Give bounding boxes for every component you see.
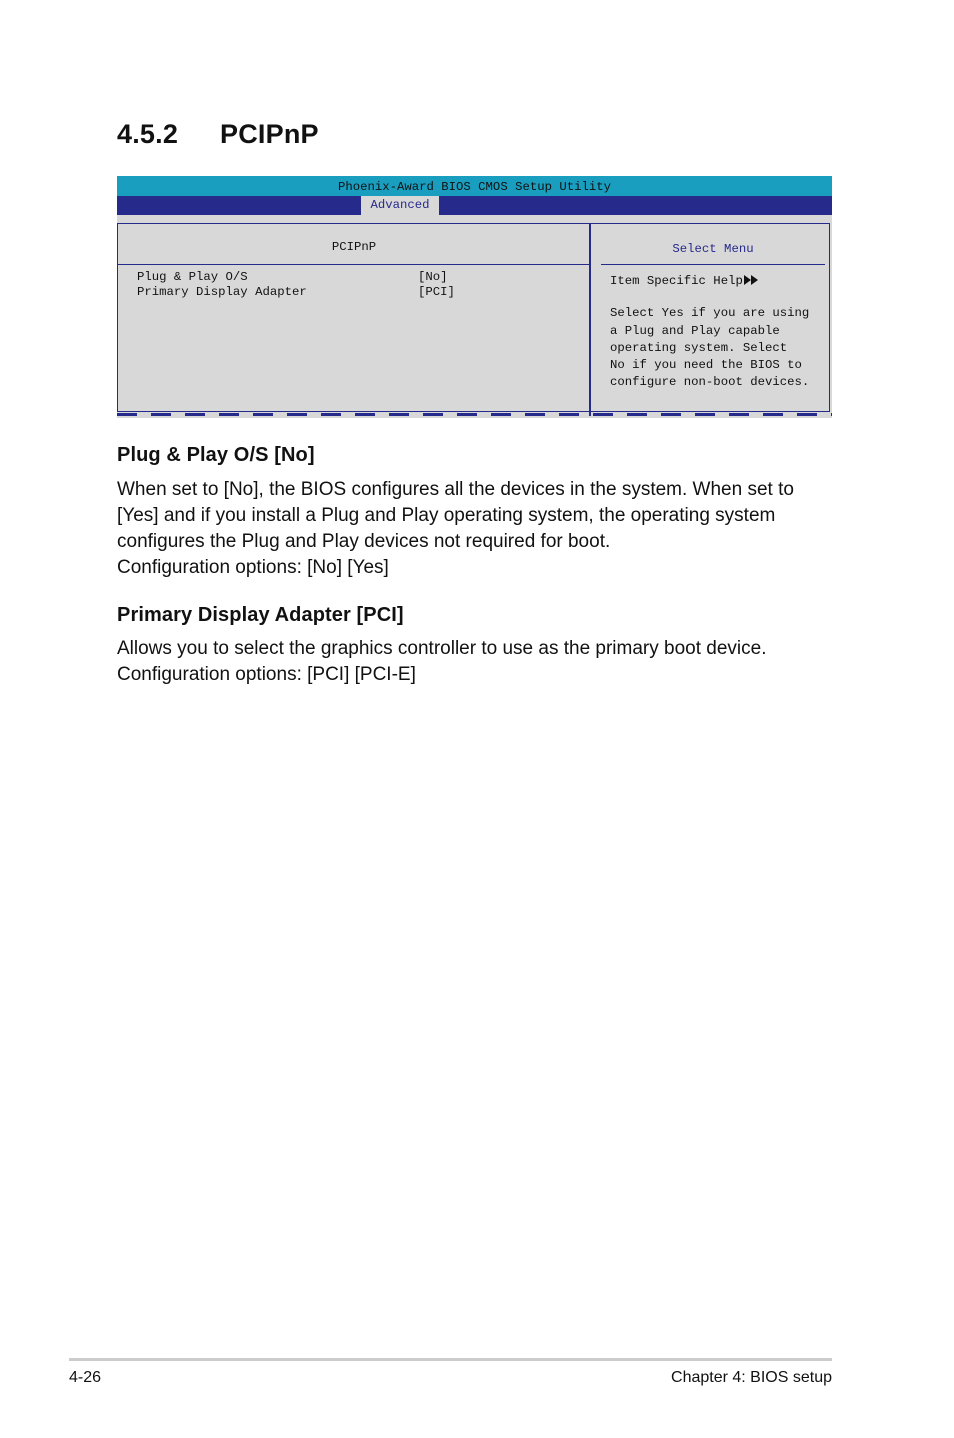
chapter-title: Chapter 4: BIOS setup bbox=[671, 1369, 832, 1386]
help-title: Item Specific Help bbox=[610, 273, 832, 291]
footer-rule bbox=[69, 1358, 832, 1361]
help-line: configure non-boot devices. bbox=[610, 375, 810, 390]
help-line: No if you need the BIOS to bbox=[610, 358, 802, 373]
bios-item-plug-play[interactable] bbox=[137, 270, 557, 285]
bios-screenshot bbox=[117, 176, 832, 418]
bios-item-value[interactable]: [No] bbox=[418, 270, 448, 284]
text-line: configures the Plug and Play devices not required for boot. bbox=[117, 531, 611, 552]
plug-play-heading: Plug & Play O/S [No] bbox=[117, 444, 315, 466]
bios-title-bar: Phoenix-Award BIOS CMOS Setup Utility bbox=[117, 176, 832, 196]
help-line: a Plug and Play capable bbox=[610, 323, 780, 338]
display-adapter-heading: Primary Display Adapter [PCI] bbox=[117, 604, 404, 626]
help-line: Select Yes if you are using bbox=[610, 306, 810, 321]
text-line: Configuration options: [No] [Yes] bbox=[117, 557, 389, 578]
bios-help-panel bbox=[610, 273, 832, 392]
text-line: Allows you to select the graphics controller to use as the primary boot device. bbox=[117, 638, 767, 659]
display-adapter-description bbox=[117, 636, 837, 688]
section-name: PCIPnP bbox=[220, 119, 319, 149]
bios-left-header: PCIPnP bbox=[118, 224, 590, 265]
section-title bbox=[117, 116, 319, 152]
text-line: When set to [No], the BIOS configures all the devices in the system. When set to bbox=[117, 479, 794, 500]
bios-item-list bbox=[137, 270, 557, 300]
help-line: operating system. Select bbox=[610, 340, 788, 355]
bios-panel-divider bbox=[589, 223, 591, 416]
bios-item-value[interactable]: [PCI] bbox=[418, 285, 455, 299]
text-line: [Yes] and if you install a Plug and Play operating system, the operating system bbox=[117, 505, 776, 526]
page-number: 4-26 bbox=[69, 1369, 102, 1386]
bios-item-label: Plug & Play O/S bbox=[137, 270, 248, 284]
bios-panel bbox=[117, 223, 830, 412]
bios-item-primary-display[interactable] bbox=[137, 285, 557, 300]
plug-play-description bbox=[117, 477, 837, 581]
bios-menu-bar bbox=[117, 196, 832, 215]
bios-item-label: Primary Display Adapter bbox=[137, 285, 307, 299]
bios-right-header: Select Menu bbox=[601, 224, 825, 265]
text-line: Configuration options: [PCI] [PCI-E] bbox=[117, 664, 416, 685]
tab-advanced[interactable]: Advanced bbox=[361, 196, 439, 215]
double-right-arrow-icon bbox=[744, 274, 758, 291]
section-number: 4.5.2 bbox=[117, 119, 179, 149]
bios-bottom-dashes bbox=[117, 413, 832, 416]
